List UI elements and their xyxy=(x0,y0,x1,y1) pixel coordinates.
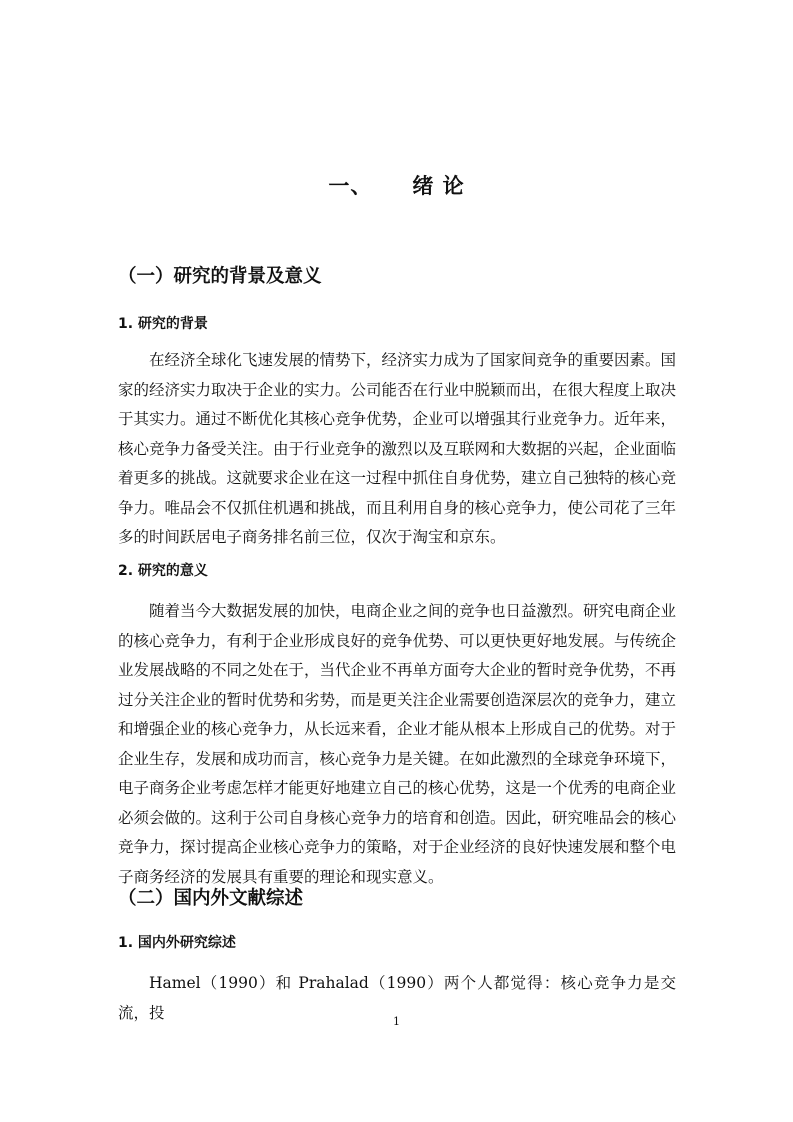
subsection-heading-significance: 2. 研究的意义 xyxy=(118,563,208,579)
paragraph-background: 在经济全球化飞速发展的情势下，经济实力成为了国家间竞争的重要因素。国家的经济实力取决于企业的实力。公司能否在行业中脱颖而出，在很大程度上取决于其实力。通过不断优化其核心竞争优势，企业可以增强其行业竞争力。近年来，核心竞争力备受关注。由于行业竞争的激烈以及互联网和大数据的兴起，企业面临着更多的挑战。这就要求企业在这一过程中抓住自身优势，建立自己独特的核心竞争力。唯品会不仅抓住机遇和挑战，而且利用自身的核心竞争力，使公司花了三年多的时间跃居电子商务排名前三位，仅次于淘宝和京东。 xyxy=(118,351,677,546)
paragraph-significance: 随着当今大数据发展的加快，电商企业之间的竞争也日益激烈。研究电商企业的核心竞争力，有利于企业形成良好的竞争优势、可以更快更好地发展。与传统企业发展战略的不同之处在于，当代企业不再单方面夸大企业的暂时竞争优势，不再过分关注企业的暂时优势和劣势，而是更关注企业需要创造深层次的竞争力，建立和增强企业的核心竞争力，从长远来看，企业才能从根本上形成自己的优势。对于企业生存，发展和成功而言，核心竞争力是关键。在如此激烈的全球竞争环境下，电子商务企业考虑怎样才能更好地建立自己的核心优势，这是一个优秀的电商企业必须会做的。这利于公司自身核心竞争力的培育和创造。因此，研究唯品会的核心竞争力，探讨提高企业核心竞争力的策略，对于企业经济的良好快速发展和整个电子商务经济的发展具有重要的理论和现实意义。 xyxy=(118,602,677,886)
paragraph-research-review: Hamel（1990）和 Prahalad（1990）两个人都觉得：核心竞争力是交流，投 xyxy=(118,974,676,1022)
page-number: 1 xyxy=(393,1015,400,1028)
chapter-name: 绪 论 xyxy=(412,174,465,198)
section-heading-background: （一）研究的背景及意义 xyxy=(118,266,322,287)
section-heading-literature-review: （二）国内外文献综述 xyxy=(118,888,304,909)
chapter-number: 一、 xyxy=(328,174,373,198)
subsection-heading-research-review: 1. 国内外研究综述 xyxy=(118,935,236,951)
chapter-title xyxy=(0,170,793,200)
subsection-heading-background: 1. 研究的背景 xyxy=(118,316,208,332)
